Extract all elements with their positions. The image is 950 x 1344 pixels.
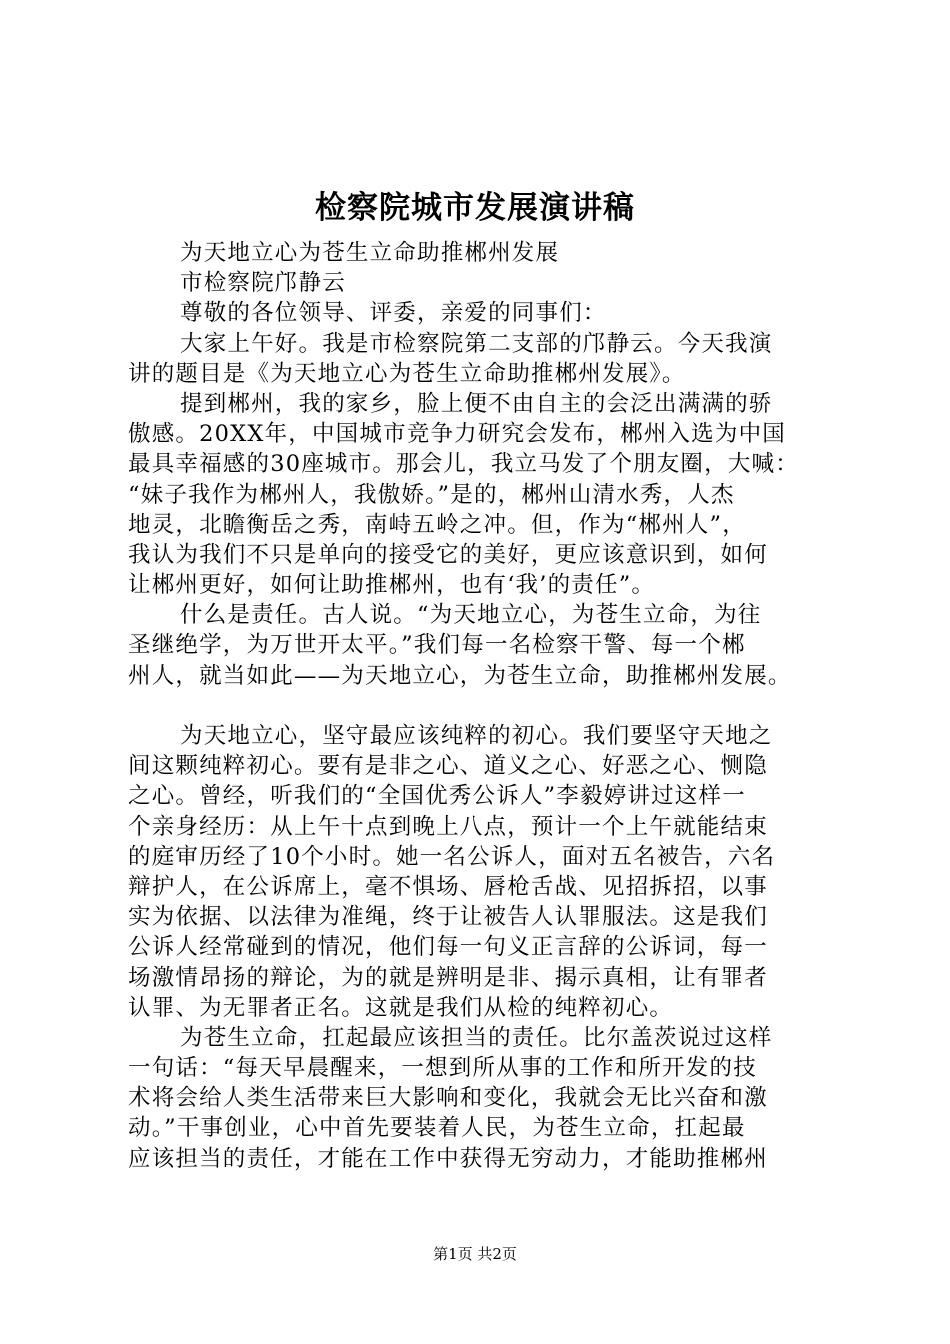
paragraph-line: 为天地立心，坚守最应该纯粹的初心。我们要坚守天地之	[180, 723, 773, 749]
paragraph-line: 提到郴州，我的家乡，脸上便不由自主的会泛出满满的骄	[180, 390, 773, 417]
paragraph-line: 应该担当的责任，才能在工作中获得无穷动力，才能助推郴州	[128, 1145, 768, 1172]
paragraph-line: 圣继绝学，为万世开太平。”我们每一名检察干警、每一个郴	[128, 632, 746, 659]
paragraph-line: 我认为我们不只是单向的接受它的美好，更应该意识到，如何	[128, 541, 768, 568]
paragraph-line: 之心。曾经，听我们的“全国优秀公诉人”李毅婷讲过这样一	[128, 783, 746, 810]
subtitle-line: 为天地立心为苍生立命助推郴州发展	[180, 240, 560, 266]
document-title: 检察院城市发展演讲稿	[315, 190, 635, 226]
paragraph-line: 认罪、为无罪者正名。这就是我们从检的纯粹初心。	[128, 994, 674, 1021]
page-number-footer: 第1页 共2页	[433, 1245, 517, 1263]
paragraph-line: 最具幸福感的30座城市。那会儿，我立马发了个朋友圈，大喊：	[128, 451, 799, 478]
salutation-line: 尊敬的各位领导、评委，亲爱的同事们：	[180, 300, 607, 327]
paragraph-line: 个亲身经历：从上午十点到晚上八点，预计一个上午就能结束	[128, 813, 768, 840]
paragraph-line: 让郴州更好，如何让助推郴州，也有‘我’的责任”。	[128, 572, 656, 599]
paragraph-line: 动。”干事创业，心中首先要装着人民，为苍生立命，扛起最	[128, 1115, 746, 1142]
paragraph-line: 间这颗纯粹初心。要有是非之心、道义之心、好恶之心、恻隐	[128, 753, 768, 780]
paragraph-line: 实为依据、以法律为准绳，终于让被告人认罪服法。这是我们	[128, 904, 768, 931]
paragraph-line: 为苍生立命，扛起最应该担当的责任。比尔盖茨说过这样	[180, 1024, 773, 1051]
author-line: 市检察院邝静云	[180, 270, 346, 297]
paragraph-line: 傲感。20XX年，中国城市竞争力研究会发布，郴州入选为中国	[128, 421, 786, 448]
paragraph-line: 地灵，北瞻衡岳之秀，南峙五岭之冲。但，作为“郴州人”，	[128, 511, 746, 538]
paragraph-line: 一句话：“每天早晨醒来，一想到所从事的工作和所开发的技	[128, 1055, 757, 1082]
paragraph-line: 辩护人，在公诉席上，毫不惧场、唇枪舌战、见招拆招，以事	[128, 873, 768, 900]
paragraph-line: 术将会给人类生活带来巨大影响和变化，我就会无比兴奋和激	[128, 1085, 768, 1112]
paragraph-line: “妹子我作为郴州人，我傲娇。”是的，郴州山清水秀，人杰	[128, 481, 735, 508]
paragraph-line: 场激情昂扬的辩论，为的就是辨明是非、揭示真相，让有罪者	[128, 964, 768, 991]
paragraph-line: 的庭审历经了10个小时。她一名公诉人，面对五名被告，六名	[128, 843, 776, 870]
paragraph-line: 讲的题目是《为天地立心为苍生立命助推郴州发展》。	[128, 360, 686, 387]
paragraph-line: 大家上午好。我是市检察院第二支部的邝静云。今天我演	[180, 330, 773, 357]
paragraph-line: 公诉人经常碰到的情况，他们每一句义正言辞的公诉词，每一	[128, 934, 768, 961]
document-body	[128, 238, 830, 1174]
blank-line	[128, 691, 830, 721]
paragraph-line: 州人，就当如此——为天地立心，为苍生立命，助推郴州发展。	[128, 662, 792, 689]
paragraph-line: 什么是责任。古人说。“为天地立心，为苍生立命，为往	[180, 602, 762, 629]
